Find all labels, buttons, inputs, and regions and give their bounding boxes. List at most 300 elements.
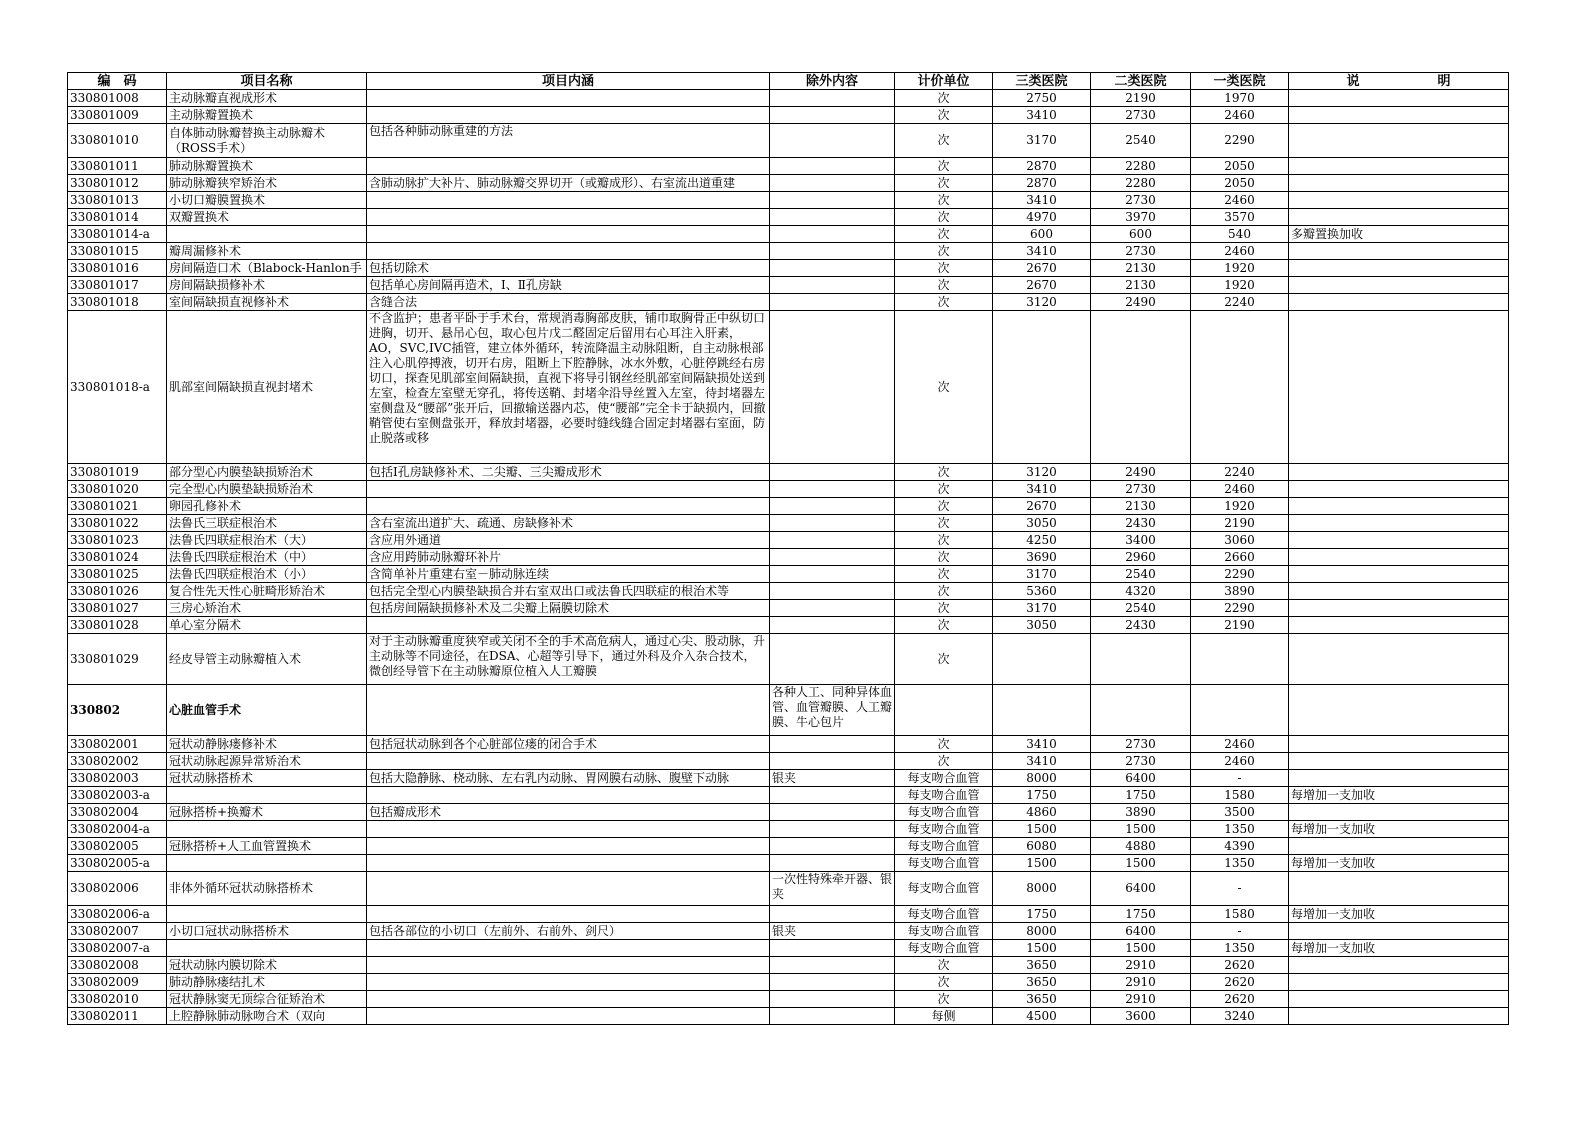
cell-class2-price xyxy=(1091,685,1191,736)
cell-class1-price: 540 xyxy=(1191,226,1289,243)
cell-code: 330801011 xyxy=(68,158,167,175)
cell-code: 330801024 xyxy=(68,549,167,566)
cell-note xyxy=(1289,532,1509,549)
header-code: 编 码 xyxy=(68,73,167,90)
cell-class1-price: 2620 xyxy=(1191,974,1289,991)
table-row xyxy=(68,855,1509,872)
cell-code: 330802006-a xyxy=(68,906,167,923)
cell-class2-price: 4320 xyxy=(1091,583,1191,600)
cell-excluded xyxy=(770,260,895,277)
table-row xyxy=(68,804,1509,821)
cell-excluded xyxy=(770,294,895,311)
cell-code: 330801013 xyxy=(68,192,167,209)
cell-class3-price: 1500 xyxy=(993,940,1091,957)
cell-class2-price: 1500 xyxy=(1091,821,1191,838)
header-name: 项目名称 xyxy=(167,73,367,90)
cell-name xyxy=(167,940,367,957)
cell-name: 冠状动脉内膜切除术 xyxy=(167,957,367,974)
cell-class3-price: 3410 xyxy=(993,192,1091,209)
cell-class3-price xyxy=(993,634,1091,685)
cell-content xyxy=(367,838,770,855)
cell-unit: 次 xyxy=(895,974,993,991)
cell-unit: 每支吻合血管 xyxy=(895,787,993,804)
cell-note xyxy=(1289,124,1509,158)
cell-excluded xyxy=(770,158,895,175)
cell-class3-price: 8000 xyxy=(993,923,1091,940)
cell-excluded xyxy=(770,175,895,192)
cell-code: 330801017 xyxy=(68,277,167,294)
cell-class3-price: 3410 xyxy=(993,481,1091,498)
cell-class1-price: 1350 xyxy=(1191,855,1289,872)
cell-content xyxy=(367,991,770,1008)
cell-excluded xyxy=(770,209,895,226)
cell-code: 330801021 xyxy=(68,498,167,515)
cell-content xyxy=(367,90,770,107)
cell-class3-price: 1500 xyxy=(993,855,1091,872)
cell-unit: 次 xyxy=(895,107,993,124)
header-class3: 三类医院 xyxy=(993,73,1091,90)
table-row xyxy=(68,583,1509,600)
cell-note: 每增加一支加收 xyxy=(1289,855,1509,872)
cell-name: 房间隔缺损修补术 xyxy=(167,277,367,294)
cell-excluded xyxy=(770,974,895,991)
cell-class3-price: 2870 xyxy=(993,158,1091,175)
table-row xyxy=(68,991,1509,1008)
cell-class1-price: 3500 xyxy=(1191,804,1289,821)
cell-class1-price: 3570 xyxy=(1191,209,1289,226)
cell-class1-price: 1920 xyxy=(1191,260,1289,277)
cell-note xyxy=(1289,770,1509,787)
cell-unit: 每支吻合血管 xyxy=(895,855,993,872)
cell-name: 主动脉瓣直视成形术 xyxy=(167,90,367,107)
cell-name: 三房心矫治术 xyxy=(167,600,367,617)
cell-content: 包括各部位的小切口（左前外、右前外、剑尺） xyxy=(367,923,770,940)
cell-class2-price: 2130 xyxy=(1091,260,1191,277)
cell-class3-price: 3650 xyxy=(993,974,1091,991)
table-row xyxy=(68,617,1509,634)
cell-name xyxy=(167,821,367,838)
table-row xyxy=(68,532,1509,549)
cell-class3-price: 4970 xyxy=(993,209,1091,226)
cell-code: 330801016 xyxy=(68,260,167,277)
cell-class1-price: 3060 xyxy=(1191,532,1289,549)
cell-name: 自体肺动脉瓣替换主动脉瓣术（ROSS手术） xyxy=(167,124,367,158)
cell-excluded xyxy=(770,634,895,685)
cell-content: 包括大隐静脉、桡动脉、左右乳内动脉、胃网膜右动脉、腹壁下动脉 xyxy=(367,770,770,787)
cell-excluded xyxy=(770,787,895,804)
cell-code: 330802007 xyxy=(68,923,167,940)
cell-excluded xyxy=(770,736,895,753)
cell-class3-price: 4250 xyxy=(993,532,1091,549)
cell-class1-price: 3240 xyxy=(1191,1008,1289,1025)
cell-code: 330802006 xyxy=(68,872,167,906)
cell-name: 法鲁氏三联症根治术 xyxy=(167,515,367,532)
table-row xyxy=(68,957,1509,974)
cell-note: 每增加一支加收 xyxy=(1289,821,1509,838)
cell-content xyxy=(367,107,770,124)
cell-content: 包括Ⅰ孔房缺修补术、二尖瓣、三尖瓣成形术 xyxy=(367,464,770,481)
cell-class3-price: 4860 xyxy=(993,804,1091,821)
cell-code: 330801012 xyxy=(68,175,167,192)
cell-class3-price xyxy=(993,311,1091,464)
cell-note xyxy=(1289,158,1509,175)
table-row xyxy=(68,821,1509,838)
cell-code: 330801018-a xyxy=(68,311,167,464)
cell-class1-price: 2240 xyxy=(1191,464,1289,481)
cell-excluded xyxy=(770,549,895,566)
cell-code: 330801027 xyxy=(68,600,167,617)
table-row xyxy=(68,906,1509,923)
cell-class2-price: 2130 xyxy=(1091,277,1191,294)
cell-content: 不含监护；患者平卧于手术台，常规消毒胸部皮肤，铺巾取胸骨正中纵切口进胸，切开、悬吊心包，取心包片戊二醛固定后留用右心耳注入肝素，AO，SVC,IVC插管，建立体外循环，转流降温主动脉阻断，自主动脉根部注入心肌停搏液，切开右房，阻断上下腔静脉，冰水外敷，心脏停跳经右房切口，探查见肌部室间隔缺损，直视下将导引钢丝经肌部室间隔缺损处送到左室，检查左室壁无穿孔，将传送鞘、封堵伞沿导丝置入左室，待封堵器左室侧盘及“腰部”张开后，回撤输送器内芯，使“腰部”完全卡于缺损内，回撤鞘管使右室侧盘张开，释放封堵器，必要时缝线缝合固定封堵器右室面，防止脱落或移 xyxy=(367,311,770,464)
cell-excluded xyxy=(770,243,895,260)
cell-name: 小切口瓣膜置换术 xyxy=(167,192,367,209)
cell-content: 包括切除术 xyxy=(367,260,770,277)
table-row xyxy=(68,787,1509,804)
cell-class3-price: 2870 xyxy=(993,175,1091,192)
cell-class3-price: 3120 xyxy=(993,464,1091,481)
cell-excluded xyxy=(770,991,895,1008)
cell-code: 330801014 xyxy=(68,209,167,226)
cell-class1-price: 2460 xyxy=(1191,736,1289,753)
cell-unit: 每支吻合血管 xyxy=(895,821,993,838)
cell-excluded xyxy=(770,600,895,617)
cell-class1-price: 2460 xyxy=(1191,107,1289,124)
cell-code: 330801008 xyxy=(68,90,167,107)
cell-class3-price: 5360 xyxy=(993,583,1091,600)
cell-class3-price: 8000 xyxy=(993,770,1091,787)
cell-content xyxy=(367,940,770,957)
cell-content: 含简单补片重建右室－肺动脉连续 xyxy=(367,566,770,583)
cell-class2-price: 3890 xyxy=(1091,804,1191,821)
cell-name: 上腔静脉肺动脉吻合术（双向 xyxy=(167,1008,367,1025)
cell-code: 330802003-a xyxy=(68,787,167,804)
cell-note xyxy=(1289,192,1509,209)
cell-class2-price: 2910 xyxy=(1091,974,1191,991)
cell-note: 每增加一支加收 xyxy=(1289,906,1509,923)
cell-note xyxy=(1289,804,1509,821)
cell-content xyxy=(367,787,770,804)
cell-class2-price: 1750 xyxy=(1091,906,1191,923)
cell-unit xyxy=(895,685,993,736)
cell-unit: 次 xyxy=(895,294,993,311)
cell-class1-price: 2460 xyxy=(1191,192,1289,209)
cell-class2-price: 6400 xyxy=(1091,923,1191,940)
cell-class1-price: 2190 xyxy=(1191,617,1289,634)
cell-class2-price: 1750 xyxy=(1091,787,1191,804)
cell-class2-price: 4880 xyxy=(1091,838,1191,855)
cell-note xyxy=(1289,498,1509,515)
cell-name xyxy=(167,906,367,923)
table-row xyxy=(68,90,1509,107)
cell-name: 双瓣置换术 xyxy=(167,209,367,226)
cell-unit: 每支吻合血管 xyxy=(895,770,993,787)
table-row xyxy=(68,294,1509,311)
cell-code: 330801026 xyxy=(68,583,167,600)
cell-note: 多瓣置换加收 xyxy=(1289,226,1509,243)
cell-class2-price: 2280 xyxy=(1091,158,1191,175)
cell-code: 330801010 xyxy=(68,124,167,158)
cell-class3-price: 3410 xyxy=(993,753,1091,770)
cell-content xyxy=(367,685,770,736)
cell-class2-price xyxy=(1091,634,1191,685)
cell-class3-price: 1500 xyxy=(993,821,1091,838)
header-class1: 一类医院 xyxy=(1191,73,1289,90)
cell-name: 冠状动脉搭桥术 xyxy=(167,770,367,787)
cell-excluded: 各种人工、同种异体血管、血管瓣膜、人工瓣膜、牛心包片 xyxy=(770,685,895,736)
cell-code: 330801015 xyxy=(68,243,167,260)
cell-name: 部分型心内膜垫缺损矫治术 xyxy=(167,464,367,481)
table-row xyxy=(68,600,1509,617)
cell-name xyxy=(167,787,367,804)
cell-note xyxy=(1289,549,1509,566)
cell-class3-price: 1750 xyxy=(993,906,1091,923)
cell-note xyxy=(1289,753,1509,770)
cell-note xyxy=(1289,277,1509,294)
cell-content xyxy=(367,226,770,243)
table-row xyxy=(68,192,1509,209)
cell-code: 330802007-a xyxy=(68,940,167,957)
cell-excluded xyxy=(770,311,895,464)
cell-note xyxy=(1289,957,1509,974)
cell-name: 冠脉搭桥+换瓣术 xyxy=(167,804,367,821)
cell-class1-price: 2620 xyxy=(1191,957,1289,974)
cell-unit: 次 xyxy=(895,736,993,753)
cell-content: 含缝合法 xyxy=(367,294,770,311)
cell-class3-price: 3650 xyxy=(993,957,1091,974)
cell-class1-price: 2660 xyxy=(1191,549,1289,566)
table-row xyxy=(68,464,1509,481)
cell-code: 330802004 xyxy=(68,804,167,821)
cell-class2-price: 2130 xyxy=(1091,498,1191,515)
cell-name: 主动脉瓣置换术 xyxy=(167,107,367,124)
cell-class2-price: 2910 xyxy=(1091,957,1191,974)
cell-code: 330802009 xyxy=(68,974,167,991)
section-row xyxy=(68,685,1509,736)
table-row xyxy=(68,566,1509,583)
cell-class3-price: 2670 xyxy=(993,260,1091,277)
cell-unit: 次 xyxy=(895,277,993,294)
cell-name: 法鲁氏四联症根治术（大） xyxy=(167,532,367,549)
cell-class1-price: 1350 xyxy=(1191,821,1289,838)
cell-name: 肺动脉瓣置换术 xyxy=(167,158,367,175)
cell-class3-price: 600 xyxy=(993,226,1091,243)
cell-code: 330801022 xyxy=(68,515,167,532)
cell-unit: 次 xyxy=(895,583,993,600)
cell-unit: 次 xyxy=(895,957,993,974)
cell-excluded xyxy=(770,838,895,855)
cell-note xyxy=(1289,243,1509,260)
cell-code: 330801028 xyxy=(68,617,167,634)
cell-name: 室间隔缺损直视修补术 xyxy=(167,294,367,311)
cell-class3-price: 3170 xyxy=(993,566,1091,583)
cell-content: 对于主动脉瓣重度狭窄或关闭不全的手术高危病人，通过心尖、股动脉，升主动脉等不同途径，在DSA、心超等引导下，通过外科及介入杂合技术，微创经导管下在主动脉瓣原位植入人工瓣膜 xyxy=(367,634,770,685)
table-row xyxy=(68,498,1509,515)
cell-class1-price xyxy=(1191,634,1289,685)
header-content: 项目内涵 xyxy=(367,73,770,90)
cell-excluded xyxy=(770,821,895,838)
cell-class1-price: 2240 xyxy=(1191,294,1289,311)
cell-unit: 次 xyxy=(895,243,993,260)
table-row xyxy=(68,770,1509,787)
table-row xyxy=(68,260,1509,277)
cell-excluded xyxy=(770,532,895,549)
cell-unit: 每支吻合血管 xyxy=(895,923,993,940)
cell-class1-price: 3890 xyxy=(1191,583,1289,600)
table-row xyxy=(68,838,1509,855)
cell-note xyxy=(1289,311,1509,464)
cell-unit: 次 xyxy=(895,226,993,243)
cell-unit: 次 xyxy=(895,566,993,583)
cell-class3-price: 3170 xyxy=(993,124,1091,158)
table-row xyxy=(68,549,1509,566)
header-row xyxy=(68,73,1509,90)
table-body xyxy=(68,90,1509,1025)
cell-class3-price: 3120 xyxy=(993,294,1091,311)
header-note: 说 明 xyxy=(1289,73,1509,90)
cell-code: 330801009 xyxy=(68,107,167,124)
cell-class3-price: 3690 xyxy=(993,549,1091,566)
cell-unit: 每支吻合血管 xyxy=(895,804,993,821)
cell-class2-price: 2730 xyxy=(1091,192,1191,209)
cell-code: 330802001 xyxy=(68,736,167,753)
cell-content xyxy=(367,855,770,872)
cell-class3-price: 2670 xyxy=(993,277,1091,294)
table-row xyxy=(68,736,1509,753)
cell-name: 单心室分隔术 xyxy=(167,617,367,634)
cell-class2-price: 2430 xyxy=(1091,515,1191,532)
cell-unit: 每支吻合血管 xyxy=(895,872,993,906)
cell-unit: 每支吻合血管 xyxy=(895,940,993,957)
cell-name: 瓣周漏修补术 xyxy=(167,243,367,260)
cell-class1-price: 1580 xyxy=(1191,906,1289,923)
cell-unit: 次 xyxy=(895,753,993,770)
cell-content: 含右室流出道扩大、疏通、房缺修补术 xyxy=(367,515,770,532)
table-row xyxy=(68,481,1509,498)
cell-name: 卵园孔修补术 xyxy=(167,498,367,515)
table-row xyxy=(68,158,1509,175)
cell-code: 330802005 xyxy=(68,838,167,855)
cell-note xyxy=(1289,175,1509,192)
cell-class1-price: 2290 xyxy=(1191,600,1289,617)
table-row xyxy=(68,277,1509,294)
cell-excluded xyxy=(770,515,895,532)
cell-code: 330801020 xyxy=(68,481,167,498)
cell-unit: 次 xyxy=(895,311,993,464)
cell-class3-price: 4500 xyxy=(993,1008,1091,1025)
cell-name: 肺动脉瓣狭窄矫治术 xyxy=(167,175,367,192)
cell-name xyxy=(167,226,367,243)
header-unit: 计价单位 xyxy=(895,73,993,90)
cell-note xyxy=(1289,90,1509,107)
cell-class2-price: 2730 xyxy=(1091,736,1191,753)
cell-content: 包括完全型心内膜垫缺损合并右室双出口或法鲁氏四联症的根治术等 xyxy=(367,583,770,600)
cell-class2-price: 2540 xyxy=(1091,600,1191,617)
cell-class2-price: 6400 xyxy=(1091,770,1191,787)
cell-class2-price: 1500 xyxy=(1091,855,1191,872)
cell-name: 肺动静脉瘘结扎术 xyxy=(167,974,367,991)
cell-excluded xyxy=(770,124,895,158)
cell-class1-price: - xyxy=(1191,872,1289,906)
cell-content: 包括单心房间隔再造术，Ⅰ、Ⅱ孔房缺 xyxy=(367,277,770,294)
cell-class1-price: 2290 xyxy=(1191,566,1289,583)
cell-unit: 次 xyxy=(895,260,993,277)
cell-class1-price: 2190 xyxy=(1191,515,1289,532)
table-row xyxy=(68,311,1509,464)
table-row xyxy=(68,175,1509,192)
cell-code: 330801018 xyxy=(68,294,167,311)
cell-content xyxy=(367,872,770,906)
cell-class1-price: 2460 xyxy=(1191,753,1289,770)
cell-class2-price: 2190 xyxy=(1091,90,1191,107)
cell-unit: 次 xyxy=(895,158,993,175)
cell-class1-price: 1970 xyxy=(1191,90,1289,107)
cell-note xyxy=(1289,464,1509,481)
cell-unit: 次 xyxy=(895,991,993,1008)
cell-name: 经皮导管主动脉瓣植入术 xyxy=(167,634,367,685)
cell-unit: 每支吻合血管 xyxy=(895,906,993,923)
cell-class2-price: 2490 xyxy=(1091,464,1191,481)
cell-content xyxy=(367,243,770,260)
cell-unit: 次 xyxy=(895,515,993,532)
cell-class3-price: 3410 xyxy=(993,107,1091,124)
cell-name: 冠脉搭桥+人工血管置换术 xyxy=(167,838,367,855)
cell-note xyxy=(1289,515,1509,532)
cell-content xyxy=(367,753,770,770)
cell-name: 冠状动静脉瘘修补术 xyxy=(167,736,367,753)
cell-name: 法鲁氏四联症根治术（中） xyxy=(167,549,367,566)
cell-name xyxy=(167,855,367,872)
cell-code: 330801014-a xyxy=(68,226,167,243)
cell-note xyxy=(1289,566,1509,583)
cell-excluded: 银夹 xyxy=(770,923,895,940)
table-row xyxy=(68,209,1509,226)
cell-note xyxy=(1289,634,1509,685)
cell-content xyxy=(367,192,770,209)
cell-note xyxy=(1289,583,1509,600)
cell-excluded xyxy=(770,1008,895,1025)
cell-content xyxy=(367,957,770,974)
cell-excluded xyxy=(770,583,895,600)
cell-content: 包括房间隔缺损修补术及二尖瓣上隔膜切除术 xyxy=(367,600,770,617)
cell-unit: 次 xyxy=(895,90,993,107)
cell-note xyxy=(1289,974,1509,991)
cell-content xyxy=(367,974,770,991)
cell-unit: 次 xyxy=(895,175,993,192)
cell-content xyxy=(367,617,770,634)
table-row xyxy=(68,940,1509,957)
cell-note xyxy=(1289,260,1509,277)
cell-unit: 次 xyxy=(895,532,993,549)
cell-class3-price: 3050 xyxy=(993,515,1091,532)
cell-unit: 次 xyxy=(895,600,993,617)
cell-code: 330802004-a xyxy=(68,821,167,838)
cell-class2-price: 2730 xyxy=(1091,107,1191,124)
header-excluded: 除外内容 xyxy=(770,73,895,90)
cell-class1-price: - xyxy=(1191,770,1289,787)
cell-excluded xyxy=(770,855,895,872)
cell-class2-price: 2280 xyxy=(1091,175,1191,192)
cell-class3-price xyxy=(993,685,1091,736)
cell-excluded xyxy=(770,107,895,124)
cell-note xyxy=(1289,923,1509,940)
cell-excluded xyxy=(770,940,895,957)
cell-code: 330801025 xyxy=(68,566,167,583)
cell-class1-price: 4390 xyxy=(1191,838,1289,855)
cell-unit: 次 xyxy=(895,209,993,226)
cell-code: 330802002 xyxy=(68,753,167,770)
cell-note xyxy=(1289,294,1509,311)
